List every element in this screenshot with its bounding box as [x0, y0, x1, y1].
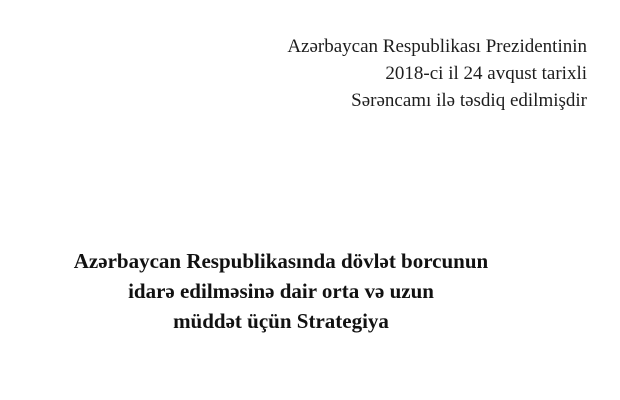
approval-note-line-3: Sərəncamı ilə təsdiq edilmişdir [351, 90, 587, 111]
document-title-line-2: idarə edilməsinə dair orta və uzun [128, 279, 434, 303]
document-title-line-3: müddət üçün Strategiya [173, 309, 389, 333]
document-title-line-1: Azərbaycan Respublikasında dövlət borcunun [73, 249, 489, 273]
approval-note-line-2: 2018-ci il 24 avqust tarixli [385, 63, 587, 84]
approval-note [120, 33, 587, 114]
document-title [31, 246, 531, 336]
approval-note-line-1: Azərbaycan Respublikası Prezidentinin [287, 36, 587, 57]
